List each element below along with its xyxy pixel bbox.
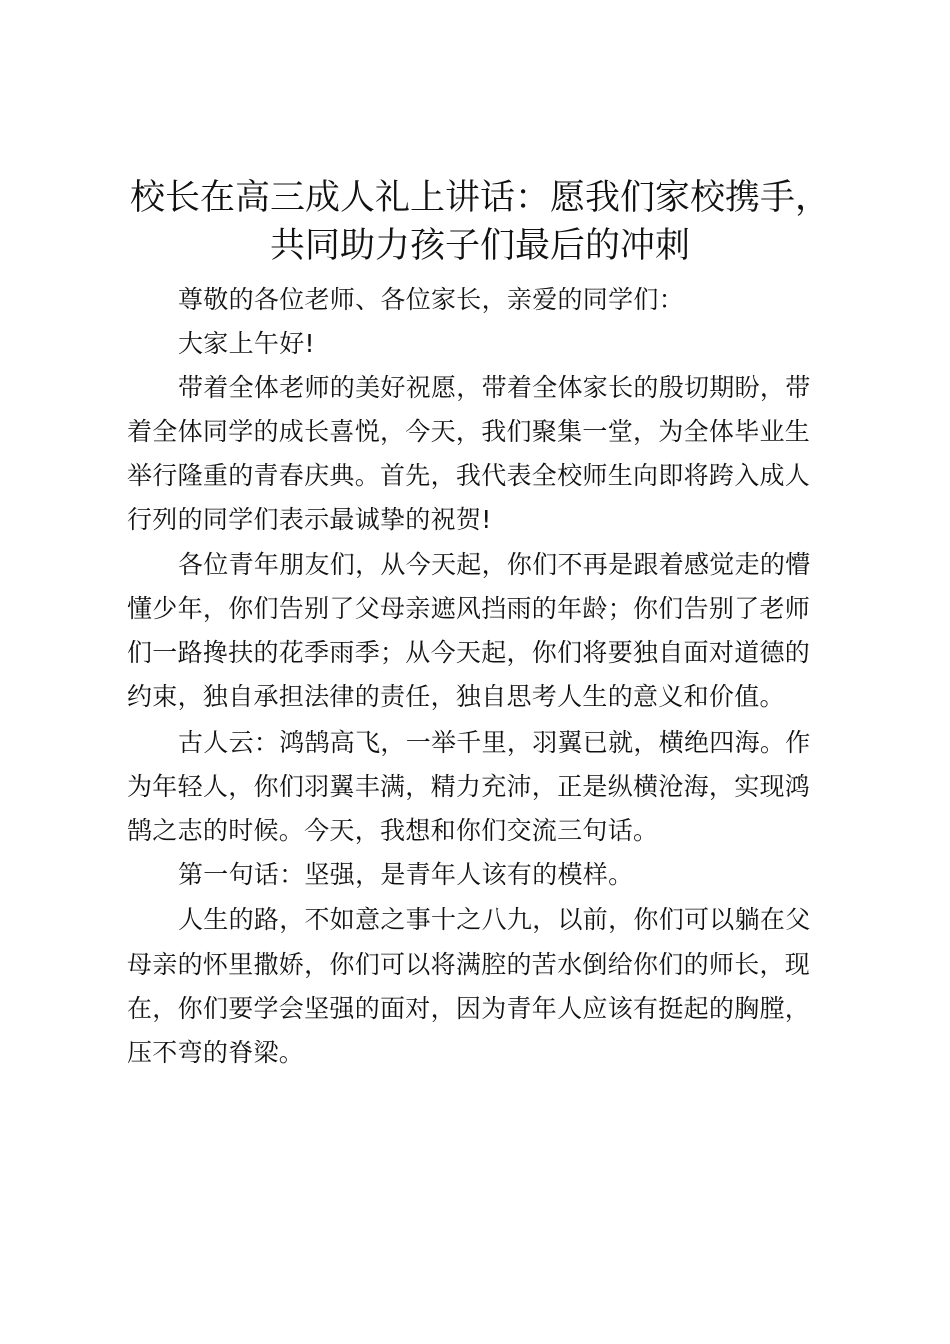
section-heading-1: 第一句话：坚强，是青年人该有的模样。 (178, 860, 634, 889)
paragraph-1-line-2: 着全体同学的成长喜悦，今天，我们聚集一堂，为全体毕业生 (127, 417, 811, 446)
greeting: 大家上午好! (178, 329, 315, 358)
paragraph-2-line-2: 懂少年，你们告别了父母亲遮风挡雨的年龄；你们告别了老师 (127, 594, 811, 623)
paragraph-4-line-3: 在，你们要学会坚强的面对，因为青年人应该有挺起的胸膛， (127, 994, 811, 1023)
title-line-2: 共同助力孩子们最后的冲刺 (269, 226, 690, 266)
paragraph-3-line-2: 为年轻人，你们羽翼丰满，精力充沛，正是纵横沧海，实现鸿 (127, 772, 811, 801)
paragraph-4-line-1: 人生的路，不如意之事十之八九，以前，你们可以躺在父 (178, 905, 811, 934)
paragraph-1-line-1: 带着全体老师的美好祝愿，带着全体家长的殷切期盼，带 (178, 373, 811, 402)
title-line-1: 校长在高三成人礼上讲话：愿我们家校携手， (129, 178, 830, 218)
paragraph-2-line-1: 各位青年朋友们，从今天起，你们不再是跟着感觉走的懵 (178, 550, 811, 579)
paragraph-1-line-3: 举行隆重的青春庆典。首先，我代表全校师生向即将跨入成人 (127, 461, 811, 490)
paragraph-3-line-1: 古人云：鸿鹄高飞，一举千里，羽翼已就，横绝四海。作 (178, 728, 811, 757)
paragraph-2-line-4: 约束，独自承担法律的责任，独自思考人生的意义和价值。 (127, 682, 785, 711)
salutation: 尊敬的各位老师、各位家长，亲爱的同学们： (178, 285, 685, 314)
paragraph-4-line-2: 母亲的怀里撒娇，你们可以将满腔的苦水倒给你们的师长，现 (127, 950, 811, 979)
paragraph-3-line-3: 鹄之志的时候。今天，我想和你们交流三句话。 (127, 816, 659, 845)
paragraph-4-line-4: 压不弯的脊梁。 (127, 1038, 305, 1067)
paragraph-2-line-3: 们一路搀扶的花季雨季；从今天起，你们将要独自面对道德的 (127, 638, 811, 667)
paragraph-1-line-4: 行列的同学们表示最诚挚的祝贺! (127, 505, 492, 534)
